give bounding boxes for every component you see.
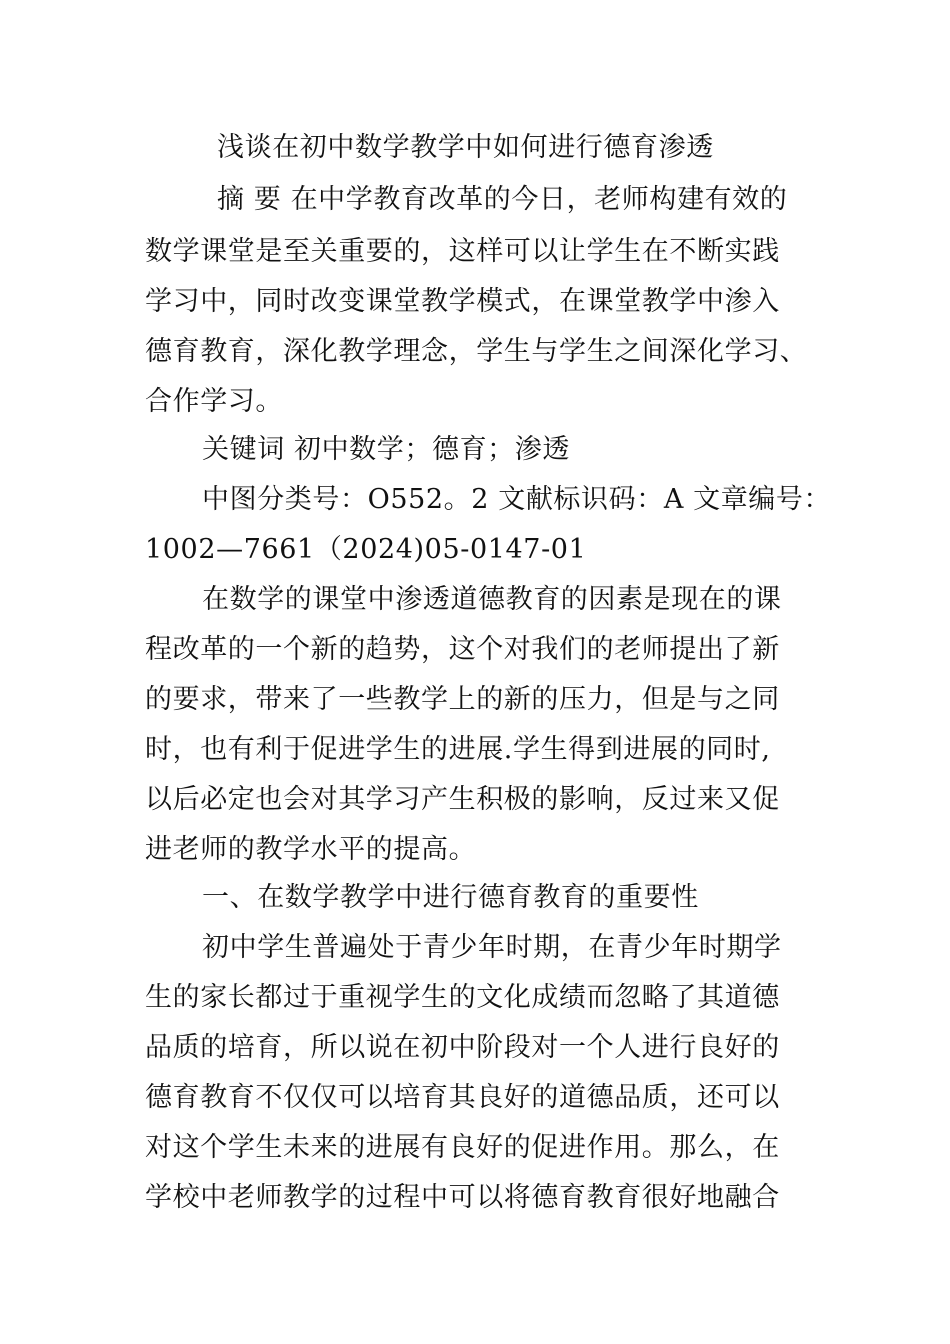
classification-line: 中图分类号：O552。2 文献标识码：A 文章编号： — [202, 484, 832, 515]
intro-line: 进老师的教学水平的提高。 — [145, 834, 477, 865]
intro-line: 程改革的一个新的趋势，这个对我们的老师提出了新 — [145, 634, 780, 665]
keywords-line: 关键词 初中数学；德育；渗透 — [202, 434, 570, 465]
section-line: 品质的培育，所以说在初中阶段对一个人进行良好的 — [145, 1032, 780, 1063]
intro-line: 在数学的课堂中渗透道德教育的因素是现在的课 — [202, 584, 782, 615]
section-line: 学校中老师教学的过程中可以将德育教育很好地融合 — [145, 1182, 780, 1213]
intro-line: 时，也有利于促进学生的进展.学生得到进展的同时, — [145, 734, 771, 765]
abstract-line: 摘 要 在中学教育改革的今日，老师构建有效的 — [217, 184, 788, 215]
classification-line: 1002—7661（2024)05-0147-01 — [145, 534, 587, 565]
section-line: 对这个学生未来的进展有良好的促进作用。那么，在 — [145, 1132, 780, 1163]
abstract-line: 学习中，同时改变课堂教学模式，在课堂教学中渗入 — [145, 286, 780, 317]
section-heading: 一、在数学教学中进行德育教育的重要性 — [202, 882, 699, 913]
document-title: 浅谈在初中数学教学中如何进行德育渗透 — [217, 132, 714, 163]
abstract-line: 合作学习。 — [145, 386, 283, 417]
intro-line: 以后必定也会对其学习产生积极的影响，反过来又促 — [145, 784, 780, 815]
abstract-line: 德育教育，深化教学理念，学生与学生之间深化学习、 — [145, 336, 808, 367]
section-line: 生的家长都过于重视学生的文化成绩而忽略了其道德 — [145, 982, 780, 1013]
section-line: 初中学生普遍处于青少年时期，在青少年时期学 — [202, 932, 782, 963]
intro-line: 的要求，带来了一些教学上的新的压力，但是与之同 — [145, 684, 780, 715]
section-line: 德育教育不仅仅可以培育其良好的道德品质，还可以 — [145, 1082, 780, 1113]
abstract-line: 数学课堂是至关重要的，这样可以让学生在不断实践 — [145, 236, 780, 267]
